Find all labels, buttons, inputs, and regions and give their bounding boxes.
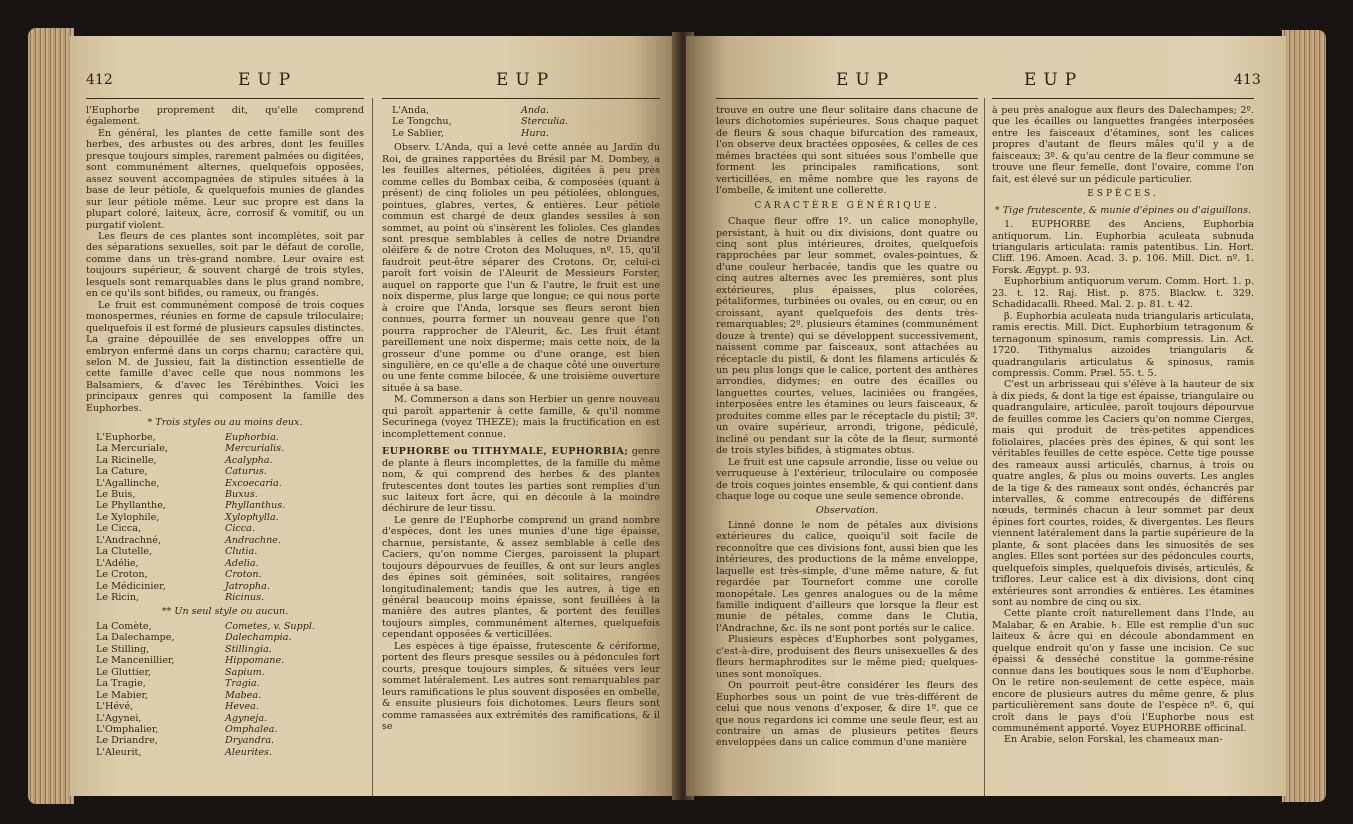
genus-french-name: L'Omphalier, (96, 724, 159, 736)
genus-latin-name: Clutia. (225, 546, 258, 558)
genus-latin-name: Tragia. (225, 678, 260, 690)
genus-latin-name: Adelia. (225, 557, 259, 569)
genus-row (86, 724, 364, 735)
genus-row (86, 478, 364, 489)
right-column-2 (992, 98, 1254, 746)
left-page (70, 36, 680, 796)
genera-group-title: ** Un seul style ou aucun. (161, 606, 289, 618)
genus-latin-name: Aleurites. (225, 746, 273, 758)
genus-row (382, 105, 660, 116)
left-page-edges (28, 28, 74, 804)
right-page (686, 36, 1286, 796)
genus-latin-name: Xylophylla. (225, 511, 279, 523)
genus-row (86, 466, 364, 477)
genus-french-name: L'Anda, (392, 105, 430, 116)
column-rule (984, 98, 985, 796)
genus-french-name: Le Driandre, (96, 735, 158, 747)
genus-row (86, 500, 364, 511)
paragraph: M. Commerson a dans son Herbier un genre nouveau qui paroît appartenir à cette famille, & qu'il nomme Securinega (voyez THEZE); mais la fructification en est incomplettement connue. (382, 394, 660, 440)
genus-french-name: La Tragie, (96, 678, 146, 690)
genus-french-name: Le Xylophile, (96, 511, 160, 523)
genus-row (86, 747, 364, 758)
genera-list-3 (382, 105, 660, 139)
genus-latin-name: Cometes, v. Suppl. (225, 620, 315, 632)
genus-latin-name: Sapium. (225, 666, 265, 678)
genus-french-name: Le Cicca, (96, 523, 142, 535)
header-rule (86, 98, 364, 99)
genus-french-name: L'Hévé, (96, 701, 134, 713)
column-rule (372, 98, 373, 796)
genus-french-name: Le Médicinier, (96, 580, 166, 592)
genus-latin-name: Phyllanthus. (225, 500, 286, 512)
especes-subheading: * Tige frutescente, & munie d'épines ou d'aiguillons. (994, 204, 1252, 216)
genus-row (86, 546, 364, 557)
left-column-1 (86, 98, 364, 761)
genus-latin-name: Acalypha. (225, 454, 273, 466)
genera-list-1 (86, 432, 364, 604)
genus-french-name: Le Mabier, (96, 689, 149, 701)
header-rule (382, 98, 660, 99)
especes-heading: ESPÈCES. (1087, 189, 1159, 200)
genus-row (86, 678, 364, 689)
genus-french-name: Le Gluttier, (96, 666, 152, 678)
genus-latin-name: Excoecaria. (225, 477, 282, 489)
right-page-number: 413 (1234, 72, 1261, 88)
left-running-head-2: EUP (496, 70, 556, 90)
genus-row (382, 116, 660, 127)
right-running-head-1: EUP (836, 70, 896, 90)
genus-latin-name: Jatropha. (225, 580, 270, 592)
genus-french-name: La Clutelle, (96, 546, 153, 558)
genus-row (86, 713, 364, 724)
genus-french-name: L'Agynei, (96, 712, 142, 724)
left-page-number: 412 (86, 72, 113, 88)
genus-french-name: L'Andrachné, (96, 534, 162, 546)
genus-row (86, 581, 364, 592)
paragraph: Chaque fleur offre 1º. un calice monophylle, persistant, à huit ou dix divisions, dont quatre ou cinq sont plus intérieures, droites, quelquefois rapprochées par leur sommet, ovales-pointues, & d'une couleur herbacée, tandis que les quatre ou cinq autres alternes avec les premières, sont plus extérieures, plus épaisses, plus colorées, pétaliformes, turbinées ou ovales, ou en cœur, ou en croissant, ayant quelquefois des dents très-remarquables; 2º. plusieurs étamines (communément douze à trente) qui se développent successivement, naissent comme par faisceaux, sont attachées au réceptacle du pistil, & dont les filamens articulés & un peu plus longs que le calice, portent des anthères arrondies, didymes; en outre des écailles ou languettes courtes, velues, laciniées ou frangées, interposées entre les étamines ou leurs faisceaux, & produites comme elles par le réceptacle du pistil; 3º. un ovaire supérieur, arrondi, trigone, pédiculé, incliné ou pendant sur la côte de la fleur, surmonté de trois styles bifides, à stigmates obtus. (716, 216, 978, 457)
paragraph: Les fleurs de ces plantes sont incomplètes, soit par des séparations sexuelles, soit par le défaut de corolle, comme dans un très-grand nombre. Leur ovaire est toujours supérieur, & souvent chargé de trois styles, lesquels sont remarquables dans le plus grand nombre, en ce qu'ils sont bifides, ou rameux, ou frangés. (86, 230, 364, 300)
paragraph: 1. EUPHORBE des Anciens, Euphorbia antiquorum. Lin. Euphorbia aculeata subnuda triangularis articulata: ramis patentibus. Lin. Hort. Cliff. 196. Amoen. Acad. 3. p. 106. Mill. Dict. nº. 1. Forsk. Ægypt. p. 93. (992, 219, 1254, 276)
right-running-head-2: EUP (1024, 70, 1084, 90)
paragraph: En Arabie, selon Forskal, les chameaux man- (1004, 734, 1223, 746)
genus-row (86, 644, 364, 655)
genus-row (86, 621, 364, 632)
left-column-2 (382, 98, 660, 732)
genus-latin-name: Dryandra. (225, 735, 275, 747)
paragraph: En général, les plantes de cette famille sont des herbes, des arbustes ou des arbres, dont les feuilles presque toujours simples, rarement palmées ou digitées, sont communément alternes, quelquefois opposées, assez souvent accompagnées de stipules situées à la base de leur pétiole, & quelquefois munies de glandes sur leur pétiole même. Leur suc propre est dans la plupart coloré, laiteux, âcre, corrosif & vomitif, ou un purgatif violent. (86, 127, 364, 231)
entry-euphorbe (382, 446, 660, 515)
genus-row (86, 455, 364, 466)
genus-row (86, 632, 364, 643)
paragraph: Les espèces à tige épaisse, frutescente & cériforme, portent des fleurs presque sessiles ou à pédoncules fort courts, presque toujours simples, & situées vers leur sommet latéralement. Les autres sont remarquables par leurs ramifications le plus souvent disposées en ombelle, & ensuite plusieurs fois dichotomes. Leurs fleurs sont comme ramassées aux extrémités des ramifications, & il se (382, 640, 660, 733)
paragraph: C'est un arbrisseau qui s'élève à la hauteur de six à dix pieds, & dont la tige est épaisse, triangulaire ou quadrangulaire, articulée, paroît toujours dépourvue de feuilles comme les Caciers qu'on nomme Cierges, mais qui produit de très-petites appendices foliolaires, placées près des épines, & qui sont les véritables feuilles de cette espèce. Cette tige pousse des rameaux aussi articulés, charnus, à trois ou quatre angles, & plus ou moins ouverts. Les angles de la tige & des rameaux sont ondés, échancrés par intervalles, & comme entrecoupés de différens nœuds, terminés chacun à leur sommet par deux épines fort courtes, roides, & divergentes. Les fleurs viennent latéralement dans la partie supérieure de la plante, & sont placées dans les sinuosités de ses angles. Elles sont portées sur des pédoncules courts, quelquefois simples, quelquefois divisés, articulés, & triflores. Leur calice est à dix divisions, dont cinq extérieures sont arrondies & entières. Les étamines sont au nombre de cinq ou six. (992, 379, 1254, 609)
genus-row (86, 512, 364, 523)
genus-latin-name: Anda. (521, 105, 550, 116)
paragraph: Cette plante croît naturellement dans l'Inde, au Malabar, & en Arabie. ♄. Elle est remplie d'un suc laiteux & âcre qui en découle abondamment en quelque endroit qu'on y fasse une incision. Ce suc épaissi & desséché constitue la gomme-résine connue dans les boutiques sous le nom d'Euphorbe. On le retire non-seulement de cette espèce, mais encore de plusieurs autres du même genre, & plus particulièrement sans doute de l'espèce nº. 6, qui croît dans le pays d'où l'Euphorbe nous est communément apporté. Voyez EUPHORBE officinal. (992, 608, 1254, 735)
genus-latin-name: Cicca. (225, 523, 255, 535)
genus-row (86, 523, 364, 534)
genus-french-name: Le Croton, (96, 569, 148, 581)
entry-text: genre de plante à fleurs incomplettes, de la famille du même nom, & qui comprend des herbes & des plantes frutescentes dont toutes les parties sont remplies d'un suc laiteux fort âcre, qui en découle à la moindre déchirure de leur tissu. (382, 446, 660, 515)
observation-heading: Observation. (815, 505, 879, 517)
genus-french-name: Le Ricin, (96, 592, 140, 604)
paragraph: On pourroit peut-être considérer les fleurs des Euphorbes sous un point de vue très-différent de celui que nous venons d'exposer, & dire 1º. que ce que nous regardons ici comme une seule fleur, est au contraire un amas de plusieurs petites fleurs enveloppées dans un calice commun d'une manière (716, 680, 978, 749)
paragraph: Plusieurs espèces d'Euphorbes sont polygames, c'est-à-dire, produisent des fleurs unisexuelles & des fleurs hermaphrodites sur le même pied; quelques-unes sont monoïques. (716, 634, 978, 680)
genus-latin-name: Mercurialis. (225, 443, 285, 455)
genus-french-name: La Cature, (96, 466, 148, 478)
genus-latin-name: Omphalea. (225, 724, 278, 736)
genus-french-name: La Dalechampe, (96, 632, 175, 644)
genus-latin-name: Sterculia. (521, 116, 569, 128)
genus-french-name: Le Phyllanthe, (96, 500, 166, 512)
genus-latin-name: Mabea. (225, 689, 262, 701)
genus-french-name: L'Adélie, (96, 557, 139, 569)
genus-latin-name: Hippomane. (225, 655, 285, 667)
genus-french-name: Le Sablier, (392, 127, 444, 139)
left-running-head-1: EUP (238, 70, 298, 90)
header-rule (992, 98, 1254, 99)
genus-french-name: L'Aleurit, (96, 746, 142, 758)
genus-row (86, 558, 364, 569)
caractere-heading: CARACTÈRE GÉNÉRIQUE. (754, 200, 940, 211)
genus-french-name: Le Tongchu, (392, 116, 452, 128)
genus-french-name: Le Mancenillier, (96, 655, 175, 667)
genus-row (86, 432, 364, 443)
genus-row (86, 735, 364, 746)
genus-row (86, 701, 364, 712)
genus-latin-name: Andrachne. (225, 534, 282, 546)
genus-row (86, 489, 364, 500)
paragraph: Euphorbium antiquorum verum. Comm. Hort. 1. p. 23. t. 12. Raj. Hist. p. 875. Blackw. t. 329. Schadidacalli. Rheed. Mal. 2. p. 81. t. 42. (992, 276, 1254, 311)
genus-row (86, 592, 364, 603)
genus-latin-name: Croton. (225, 569, 262, 581)
genus-row (86, 569, 364, 580)
paragraph: Linné donne le nom de pétales aux divisions extérieures du calice, quoiqu'il soit facile de reconnoître que ces divisions font, aussi bien que les intérieures, des productions de la même enveloppe, laquelle est très-simple, d'une même nature, & fut regardée par Tournefort comme une corolle monopétale. Les genres analogues ou de la même famille indiquent d'ailleurs que lorsque la fleur est munie de pétales, comme dans le Clutia, l'Andrachne, &c. ils ne sont pont portés sur le calice. (716, 519, 978, 634)
genus-french-name: La Mercuriale, (96, 443, 168, 455)
genera-list-2 (86, 621, 364, 758)
genus-latin-name: Ricinus. (225, 592, 265, 604)
genera-group-title: * Trois styles ou au moins deux. (147, 417, 303, 429)
genus-french-name: Le Stilling, (96, 643, 150, 655)
paragraph: Le fruit est communément composé de trois coques monospermes, réunies en forme de capsule triloculaire; quelquefois il est formé de plusieurs capsules distinctes. La graine dépouillée de ses enveloppes offre un embryon enfermé dans un corps charnu; caractère qui, selon M. de Jussieu, fait la distinction essentielle de cette famille d'avec celle que nous nommons les Balsamiers, & d'avec les Térébinthes. Voici les principaux genres qui composent la famille des Euphorbes. (86, 299, 364, 414)
genus-row (86, 690, 364, 701)
paragraph: trouve en outre une fleur solitaire dans chacune de leurs dichotomies supérieures. Sous chaque paquet de fleurs & sous chaque bifurcation des rameaux, l'on observe deux bractées opposées, & celles de ces mêmes bractées qui sont situées sous l'ombelle que forment les principales ramifications, sont verticillées, en même nombre que les rayons de l'ombelle, & imitent une collerette. (716, 105, 978, 197)
genus-french-name: Le Buis, (96, 488, 136, 500)
genus-french-name: L'Agallinche, (96, 477, 160, 489)
genus-row (86, 535, 364, 546)
paragraph: Observ. L'Anda, qui a levé cette année au Jardin du Roi, de graines rapportées du Brésil par M. Dombey, a les feuilles alternes, pétiolées, digitées à peu près comme celles du Bombax ceiba, & composées (quant à présent) de cinq folioles un peu pétiolées, oblongues, pointues, glabres, vertes, & entières. Leur pétiole commun est chargé de deux glandes sessiles à son sommet, au point où s'insèrent les folioles. Ces glandes sont presque semblables à celles de notre Driandre oléifère & de notre Croton des Moluques, nº. 15, qu'il faudroit peut-être séparer des Crotons. Or, celui-ci paroît fort voisin de l'Aleurit de Messieurs Forster, auquel on rapporte que l'un & l'autre, le fruit est une noix disperme, plus large que longue; ce qui nous porte à croire que l'Anda, lorsque ses fleurs seront bien connues, pourra former un nouveau genre que l'on pourra rapprocher de l'Aleurit, &c. Les fruit étant pareillement une noix disperme; mais cette noix, de la grosseur d'une pomme ou d'une orange, est bien singulière, en ce qu'elle a de chaque côté une ouverture ou une fente comme bilocée, & une troisième ouverture située à sa base. (382, 142, 660, 394)
genus-row (86, 667, 364, 678)
paragraph: Le fruit est une capsule arrondie, lisse ou velue ou verruqueuse à l'extérieur, triloculaire ou composée de trois coques jointes ensemble, & qui contient dans chaque loge ou coque une seule semence obronde. (716, 456, 978, 502)
paragraph: à peu près analogue aux fleurs des Dalechampes; 2º. que les écailles ou languettes frangées interposées entre les faisceaux d'étamines, sont les calices propres d'autant de fleurs mâles qu'il y a de faisceaux; 3º. & qu'au centre de la fleur commune se trouve une fleur femelle, dont l'ovaire, comme l'on fait, est élevé sur un pédicule particulier. (992, 105, 1254, 185)
genus-french-name: La Comète, (96, 620, 152, 632)
genus-latin-name: Agyneja. (225, 712, 268, 724)
paragraph: Le genre de l'Euphorbe comprend un grand nombre d'espèces, dont les unes munies d'une tige épaisse, charnue, persistante, & assez semblable à celle des Caciers, qu'on nomme Cierges, paroissent la plupart toujours dépourvues de feuilles, & ont sur leurs angles des épines soit géminées, soit solitaires, rangées longitudinalement; tandis que les autres, à tige en général beaucoup moins épaisse, sont feuillées à la manière des autres plantes, & portent des feuilles toujours simples, communément alternes, quelquefois cependant opposées & verticillées. (382, 514, 660, 641)
genus-latin-name: Buxus. (225, 488, 258, 500)
genus-latin-name: Stillingia. (225, 643, 272, 655)
paragraph: β. Euphorbia aculeata nuda triangularis articulata, ramis erectis. Mill. Dict. Euphorbium tetragonum & ternagonum spinosum, ramis compressis. Lin. Act. 1720. Tithymalus aizoides triangularis & quadrangularis articulatus & spinosus, ramis compressis. Comm. Præl. 55. t. 5. (992, 310, 1254, 379)
genus-latin-name: Dalechampia. (225, 632, 292, 644)
genus-row (86, 655, 364, 666)
paragraph: l'Euphorbe proprement dit, qu'elle comprend également. (86, 105, 364, 128)
genus-latin-name: Caturus. (225, 466, 267, 478)
genus-latin-name: Euphorbia. (225, 431, 279, 443)
right-page-edges (1282, 30, 1326, 802)
entry-title: EUPHORBE ou TITHYMALE, EUPHORBIA; (382, 446, 629, 458)
genus-french-name: L'Euphorbe, (96, 431, 156, 443)
header-rule (716, 98, 978, 99)
genus-row (86, 443, 364, 454)
genus-french-name: La Ricinelle, (96, 454, 157, 466)
genus-latin-name: Hura. (521, 127, 549, 139)
right-column-1 (716, 98, 978, 749)
genus-row (382, 128, 660, 139)
genus-latin-name: Hevea. (225, 701, 259, 713)
